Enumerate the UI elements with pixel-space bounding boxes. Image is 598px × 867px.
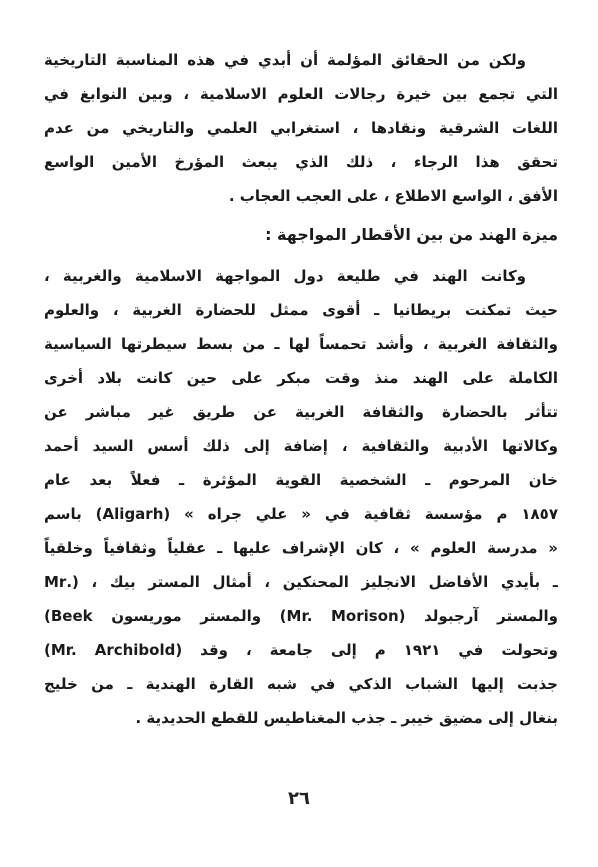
- text-line: جذبت إليها الشباب الذكي في شبه القارة الهندية ـ من خليج: [44, 675, 558, 693]
- text-line: ـ بأيدي الأفاضل الانجليز المحنكين ، أمثال المستر بيك ، (.Mr: [44, 573, 558, 591]
- text-line: ولكن من الحقائق المؤلمة أن أبدي في هذه المناسبة التاريخية: [44, 51, 526, 69]
- text-line: تحقق هذا الرجاء ، ذلك الذي يبعث المؤرخ الأمين الواسع: [44, 153, 558, 171]
- section-heading: ميزة الهند من بين الأقطار المواجهة :: [265, 225, 558, 244]
- text-line: ١٨٥٧ م مؤسسة ثقافية في « علي جراه » (Aligarh) باسم: [44, 505, 558, 523]
- text-line: (Beek والمستر موريسون (Mr. Morison) والمستر آرجبولد: [44, 607, 558, 625]
- text-line: وكانت الهند في طليعة دول المواجهة الاسلامية والغربية ،: [44, 267, 526, 285]
- text-line: بنغال إلى مضيق خيبر ـ جذب المغناطيس للقطع الحديدية .: [135, 709, 558, 727]
- text-line: وكالاتها الأدبية والثقافية ، إضافة إلى ذلك أسس السيد أحمد: [44, 437, 558, 455]
- text-line: (Mr. Archibold) وتحولت في ١٩٢١ م إلى جامعة ، وقد: [44, 641, 558, 659]
- text-line: تتأثر بالحضارة والثقافة الغربية عن طريق غير مباشر عن: [44, 403, 558, 421]
- text-line: والثقافة الغربية ، وأشد تحمساً لها ـ من بسط سيطرتها السياسية: [44, 335, 558, 353]
- paragraph-1: [44, 43, 558, 213]
- page-number: ٢٦: [288, 788, 310, 809]
- page-body: [44, 43, 558, 735]
- text-line: التي تجمع بين خيرة رجالات العلوم الاسلامية ، وبين النوابغ في: [44, 85, 558, 103]
- paragraph-2: [44, 259, 558, 735]
- text-line: اللغات الشرقية ونقادها ، استغرابي العلمي والتاريخي من عدم: [44, 119, 558, 137]
- text-line: الكاملة على الهند منذ وقت مبكر على حين كانت بلاد أخرى: [44, 369, 558, 387]
- text-line: خان المرحوم ـ الشخصية القوية المؤثرة ـ فعلاً بعد عام: [44, 471, 558, 489]
- text-line: الأفق ، الواسع الاطلاع ، على العجب العجاب .: [228, 187, 558, 205]
- text-line: حيث تمكنت بريطانيا ـ أقوى ممثل للحضارة الغربية ، والعلوم: [44, 301, 558, 319]
- text-line: « مدرسة العلوم » ، كان الإشراف عليها ـ عقلياً وثقافياً وخلقياً: [44, 539, 558, 557]
